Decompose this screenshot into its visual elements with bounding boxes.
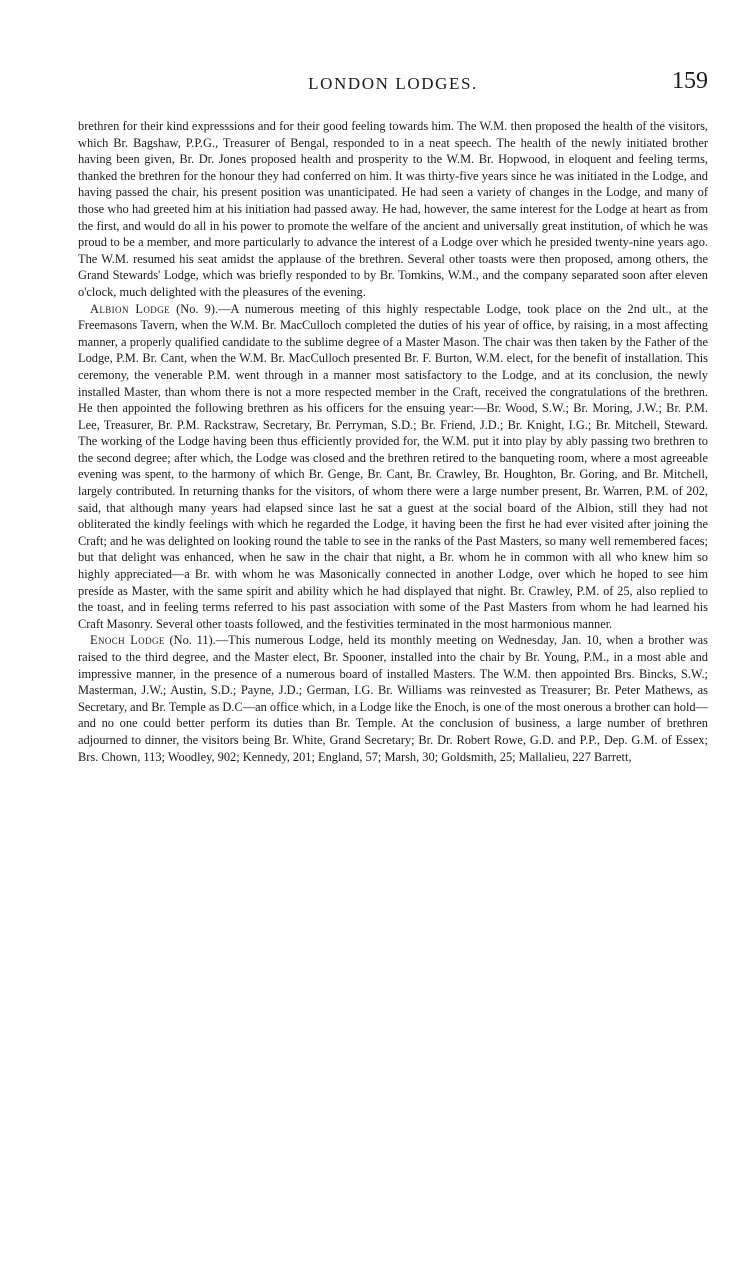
paragraph-enoch-lodge xyxy=(78,632,708,765)
running-head: LONDON LODGES. xyxy=(308,74,478,93)
paragraph-text: brethren for their kind expresssions and for their good feeling towards him. The W.M. then proposed the health of the visitors, which Br. Bagshaw, P.P.G., Treasurer of Bengal, responded to in a neat speech. The health of the newly initiated brother having been given, Br. Dr. Jones proposed health and prosperity to the W.M. Br. Hopwood, in eloquent and feeling terms, thanked the brethren for the honour they had conferred on him. It was thirty-five years since he was initiated in the Lodge, and having passed the chair, his present position was unanticipated. He had seen a variety of changes in the Lodge, and many of those who had greeted him at his initiation had passed away. He had, however, the same interest for the Lodge at heart as from the first, and would do all in his power to promote the welfare of the ancient and universally great institution, of which he was proud to be a member, and more particularly to advance the interest of a Lodge over which he presided twenty-nine years ago. The W.M. resumed his seat amidst the applause of the brethren. Several other toasts were then proposed, among others, the Grand Stewards' Lodge, which was briefly responded to by Br. Tomkins, W.M., and the company separated soon after eleven o'clock, much delighted with the pleasures of the evening. xyxy=(78,119,708,299)
body-text xyxy=(78,118,708,765)
lodge-heading: Enoch Lodge xyxy=(90,633,165,648)
paragraph-albion-lodge xyxy=(78,301,708,633)
paragraph-text: (No. 11).—This numerous Lodge, held its monthly meeting on Wednesday, Jan. 10, when a brother was raised to the third degree, and the Master elect, Br. Spooner, installed into the chair by Br. Young, P.M., in a most able and impressive manner, in the presence of a numerous board of installed Masters. The W.M. then appointed Brs. Bincks, S.W.; Masterman, J.W.; Austin, S.D.; Payne, J.D.; German, I.G. Br. Williams was reinvested as Treasurer; Br. Peter Mathews, as Secretary, and Br. Temple as D.C—an office which, in a Lodge like the Enoch, is one of the most onerous a brother can hold—and no one could better perform its duties than Br. Temple. At the conclusion of business, a large number of brethren adjourned to dinner, the visitors being Br. White, Grand Secretary; Br. Dr. Robert Rowe, G.D. and P.P., Dep. G.M. of Essex; Brs. Chown, 113; Woodley, 902; Kennedy, 201; England, 57; Marsh, 30; Goldsmith, 25; Mallalieu, 227 Barrett, xyxy=(78,633,708,764)
lodge-heading: Albion Lodge xyxy=(90,301,170,316)
page-number: 159 xyxy=(672,68,708,94)
paragraph-text: (No. 9).—A numerous meeting of this highly respectable Lodge, took place on the 2nd ult., at the Freemasons Tavern, when the W.M. Br. MacCulloch completed the duties of his year of office, by raising, in a most affecting manner, a properly qualified candidate to the sublime degree of a Master Mason. The chair was then taken by the Father of the Lodge, P.M. Br. Cant, when the W.M. Br. MacCulloch presented Br. F. Burton, W.M. elect, for the benefit of installation. This ceremony, the venerable P.M. went through in a manner most satisfactory to the Lodge, and at its conclusion, the newly installed Master, than whom there is not a more respected member in the Craft, received the congratulations of the brethren. He then appointed the following brethren as his officers for the ensuing year:—Br. Wood, S.W.; Br. Moring, J.W.; Br. P.M. Lee, Treasurer, Br. P.M. Rackstraw, Secretary, Br. Perryman, S.D.; Br. Friend, J.D.; Br. Knight, I.G.; Br. Mitchell, Steward. The working of the Lodge having been thus efficiently provided for, the W.M. put it into play by ably passing two brethren to the second degree; after which, the Lodge was closed and the brethren retired to the banqueting room, where a most agreeable evening was spent, to the harmony of which Br. Genge, Br. Cant, Br. Crawley, Br. Houghton, Br. Goring, and Br. Mitchell, largely contributed. In returning thanks for the visitors, of whom there were a large number present, Br. Warren, P.M. of 202, said, that although many years had elapsed since last he sat a guest at the social board of the Albion, still they had not obliterated the kindly feelings with which he regarded the Lodge, it having been the first he had ever visited after joining the Craft; and he was delighted on looking round the table to see in the ranks of the Past Masters, so many well remembered faces; but that delight was enhanced, when he saw in the chair that night, a Br. whom he in common with all who knew him so highly appreciated—a Br. with whom he was Masonically connected in another Lodge, over which he hoped to see him preside as Master, with the same spirit and ability which he had displayed that night. Br. Crawley, P.M. of 25, also replied to the toast, and in feeling terms referred to his past association with some of the Past Masters from whom he had learned his Craft Masonry. Several other toasts followed, and the festivities terminated in the most harmonious manner. xyxy=(78,301,708,631)
page-header xyxy=(78,68,708,102)
paragraph-hopwood xyxy=(78,118,708,301)
